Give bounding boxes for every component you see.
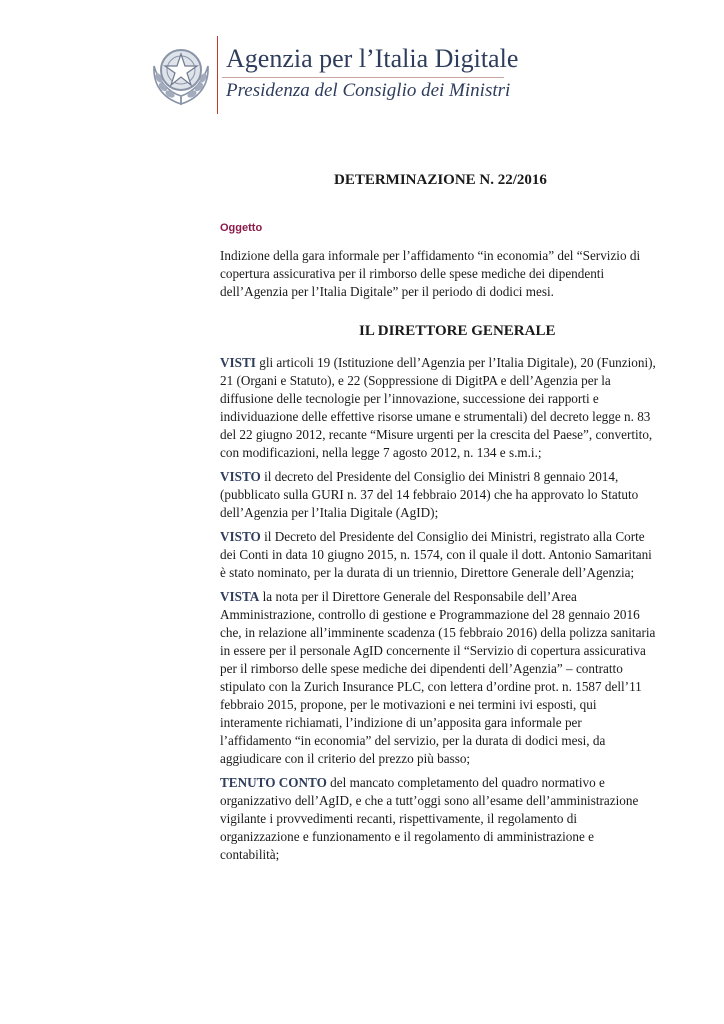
italian-republic-emblem-icon xyxy=(150,40,212,108)
section-heading: IL DIRETTORE GENERALE xyxy=(359,323,556,339)
premises-list xyxy=(220,354,656,870)
premise-text: il Decreto del Presidente del Consiglio dei Ministri, registrato alla Corte dei Conti in data 10 giugno 2015, n. 1574, con il quale il dott. Antonio Samaritani è stato nominato, per la durata di un triennio, Direttore Generale dell’Agenzia; xyxy=(220,529,652,580)
subject-label: Oggetto xyxy=(220,222,263,234)
premise-keyword: TENUTO CONTO xyxy=(220,775,327,790)
premise-text: del mancato completamento del quadro normativo e organizzativo dell’AgID, e che a tutt’oggi sono all’esame dell’amministrazione vigilante i provvedimenti recanti, rispettivamente, il regolamento di organizzazione e funzionamento e il regolamento di amministrazione e contabilità; xyxy=(220,775,639,862)
premise-paragraph xyxy=(220,588,656,768)
premise-paragraph xyxy=(220,528,656,582)
premise-text: il decreto del Presidente del Consiglio dei Ministri 8 gennaio 2014, (pubblicato sulla GURI n. 37 del 14 febbraio 2014) che ha approvato lo Statuto dell’Agenzia per l’Italia Digitale (AgID); xyxy=(220,469,639,520)
subject-paragraph: Indizione della gara informale per l’affidamento “in economia” del “Servizio di copertura assicurativa per il rimborso delle spese mediche dei dipendenti dell’Agenzia per l’Italia Digitale” per il periodo di dodici mesi. xyxy=(220,248,641,299)
agency-name: Agenzia per l’Italia Digitale xyxy=(226,44,519,73)
subject-text xyxy=(220,247,656,307)
premise-paragraph xyxy=(220,354,656,462)
premise-paragraph xyxy=(220,774,656,864)
header-divider-horizontal xyxy=(222,77,504,78)
premise-text: la nota per il Direttore Generale del Responsabile dell’Area Amministrazione, controllo di gestione e Programmazione del 28 gennaio 2016 che, in relazione all’imminente scadenza (15 febbraio 2016) della polizza sanitaria in essere per il personale AgID concernente il “Servizio di copertura assicurativa per il rimborso delle spese mediche dei dipendenti dell’Agenzia” – contratto stipulato con la Zurich Insurance PLC, con lettera d’ordine prot. n. 1587 dell’11 febbraio 2015, propone, per le motivazioni e nei termini ivi esposti, qui interamente richiamati, l’indizione di un’apposita gara informale per l’affidamento “in economia” del servizio, per la durata di dodici mesi, da aggiudicare con il criterio del prezzo più basso; xyxy=(220,589,656,766)
premise-paragraph xyxy=(220,468,656,522)
document-title: DETERMINAZIONE N. 22/2016 xyxy=(334,172,547,188)
premise-text: gli articoli 19 (Istituzione dell’Agenzia per l’Italia Digitale), 20 (Funzioni), 21 (Organi e Statuto), e 22 (Soppressione di DigitPA e dell’Agenzia per la diffusione delle tecnologie per l’innovazione, successione dei rapporti e individuazione delle effettive risorse umane e strumentali) del decreto legge n. 83 del 22 giugno 2012, recante “Misure urgenti per la crescita del Paese”, convertito, con modificazioni, nella legge 7 agosto 2012, n. 134 e s.m.i.; xyxy=(220,355,656,460)
premise-keyword: VISTO xyxy=(220,529,261,544)
premise-keyword: VISTA xyxy=(220,589,260,604)
header-divider-vertical xyxy=(217,36,218,114)
presidency-name: Presidenza del Consiglio dei Ministri xyxy=(226,80,511,101)
premise-keyword: VISTO xyxy=(220,469,261,484)
premise-keyword: VISTI xyxy=(220,355,256,370)
letterhead xyxy=(0,0,724,130)
